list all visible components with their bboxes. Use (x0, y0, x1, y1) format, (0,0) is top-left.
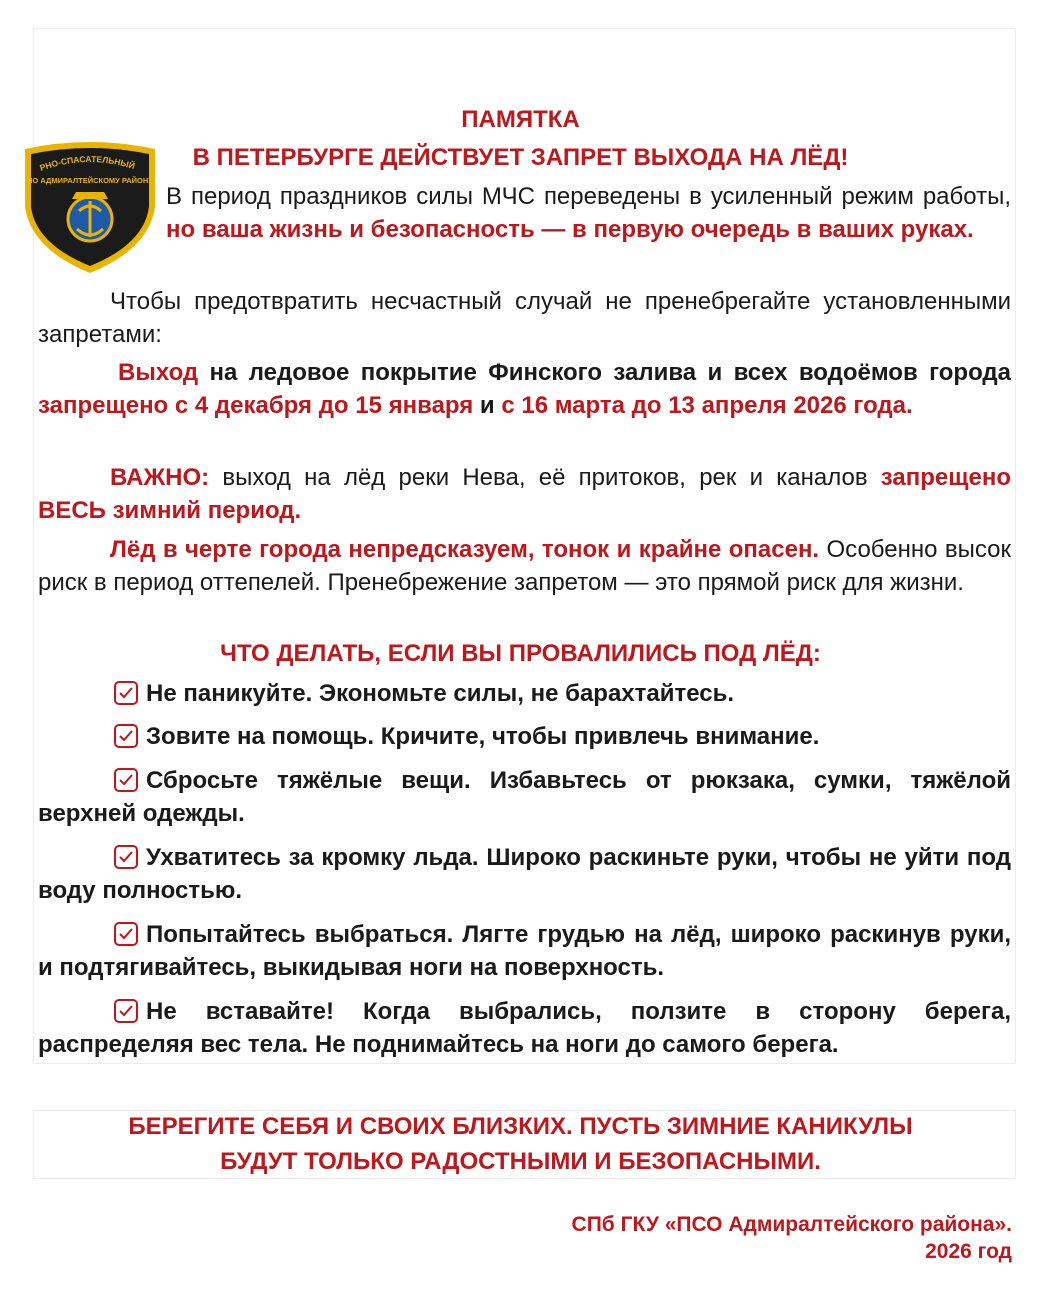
checkbox-icon (114, 724, 138, 748)
intro-highlight: но ваша жизнь и безопасность — в первую очередь в ваших руках. (166, 216, 974, 243)
what-to-do-heading: ЧТО ДЕЛАТЬ, ЕСЛИ ВЫ ПРОВАЛИЛИСЬ ПОД ЛЁД: (220, 640, 821, 667)
list-item (38, 995, 1011, 1061)
list-item-text: Зовите на помощь. Кричите, чтобы привлечь внимание. (146, 723, 820, 750)
ban-period2: с 16 марта до 13 апреля 2026 года. (501, 392, 913, 419)
list-item-text: Не паникуйте. Экономьте силы, не барахтайтесь. (146, 680, 735, 707)
checkbox-icon (114, 999, 138, 1023)
intro-paragraph (166, 180, 1011, 246)
danger-text: Особенно высок риск в период оттепелей. Пренебрежение запретом — это прямой риск для жизни. (38, 536, 1011, 596)
ban-text: на ледовое покрытие Финского залива и всех водоёмов города (198, 359, 1011, 386)
danger-bold: Лёд в черте города непредсказуем, тонок и крайне опасен. (110, 536, 820, 563)
list-item (38, 841, 1011, 907)
list-item-text: Сбросьте тяжёлые вещи. Избавьтесь от рюкзака, сумки, тяжёлой верхней одежды. (38, 767, 1011, 827)
important-label: ВАЖНО: (110, 464, 210, 491)
checkbox-icon (114, 845, 138, 869)
list-item (38, 720, 1011, 753)
important-bold: запрещено ВЕСЬ зимний период. (38, 464, 1011, 524)
memo-subtitle: В ПЕТЕРБУРГЕ ДЕЙСТВУЕТ ЗАПРЕТ ВЫХОДА НА ЛЁД! (192, 144, 849, 171)
list-item-text: Попытайтесь выбраться. Лягте грудью на лёд, широко раскинув руки, и подтягивайтесь, выкидывая ноги на поверхность. (38, 921, 1011, 981)
memo-title: ПАМЯТКА (461, 106, 580, 133)
checkbox-icon (114, 768, 138, 792)
signature-year: 2026 год (925, 1240, 1012, 1263)
prevention-paragraph: Чтобы предотвратить несчастный случай не пренебрегайте установленными запретами: (38, 288, 1011, 348)
closing-line-1: БЕРЕГИТЕ СЕБЯ И СВОИХ БЛИЗКИХ. ПУСТЬ ЗИМНИЕ КАНИКУЛЫ (128, 1113, 913, 1140)
closing-line-2: БУДУТ ТОЛЬКО РАДОСТНЫМИ И БЕЗОПАСНЫМИ. (220, 1148, 821, 1175)
list-item (38, 918, 1011, 984)
ban-period1: запрещено с 4 декабря до 15 января (38, 392, 474, 419)
svg-text:ПО АДМИРАЛТЕЙСКОМУ РАЙОНУ: ПО АДМИРАЛТЕЙСКОМУ РАЙОНУ (27, 176, 153, 185)
ban-and: и (473, 392, 502, 419)
ban-paragraph (38, 356, 1011, 422)
list-item (38, 764, 1011, 830)
list-item (38, 677, 1011, 710)
checkbox-icon (114, 922, 138, 946)
list-item-text: Не вставайте! Когда выбрались, ползите в сторону берега, распределяя вес тела. Не поднимайтесь на ноги до самого берега. (38, 998, 1011, 1058)
danger-paragraph (38, 533, 1011, 599)
checkbox-icon (114, 681, 138, 705)
signature-org: СПб ГКУ «ПСО Адмиралтейского района». (571, 1213, 1012, 1236)
svg-text:ПОЖАРНО-СПАСАТЕЛЬНЫЙ ОТРЯД: РНО-СПАСАТЕЛЬНЫЙ (38, 153, 137, 173)
list-item-text: Ухватитесь за кромку льда. Широко раскиньте руки, чтобы не уйти под воду полностью. (38, 844, 1011, 904)
intro-text: В период праздников силы МЧС переведены в усиленный режим работы, (166, 183, 1011, 210)
rescue-squad-emblem (17, 137, 163, 277)
important-paragraph (38, 461, 1011, 527)
ban-exit: Выход (118, 359, 199, 386)
important-text: выход на лёд реки Нева, её притоков, рек и каналов (209, 464, 881, 491)
